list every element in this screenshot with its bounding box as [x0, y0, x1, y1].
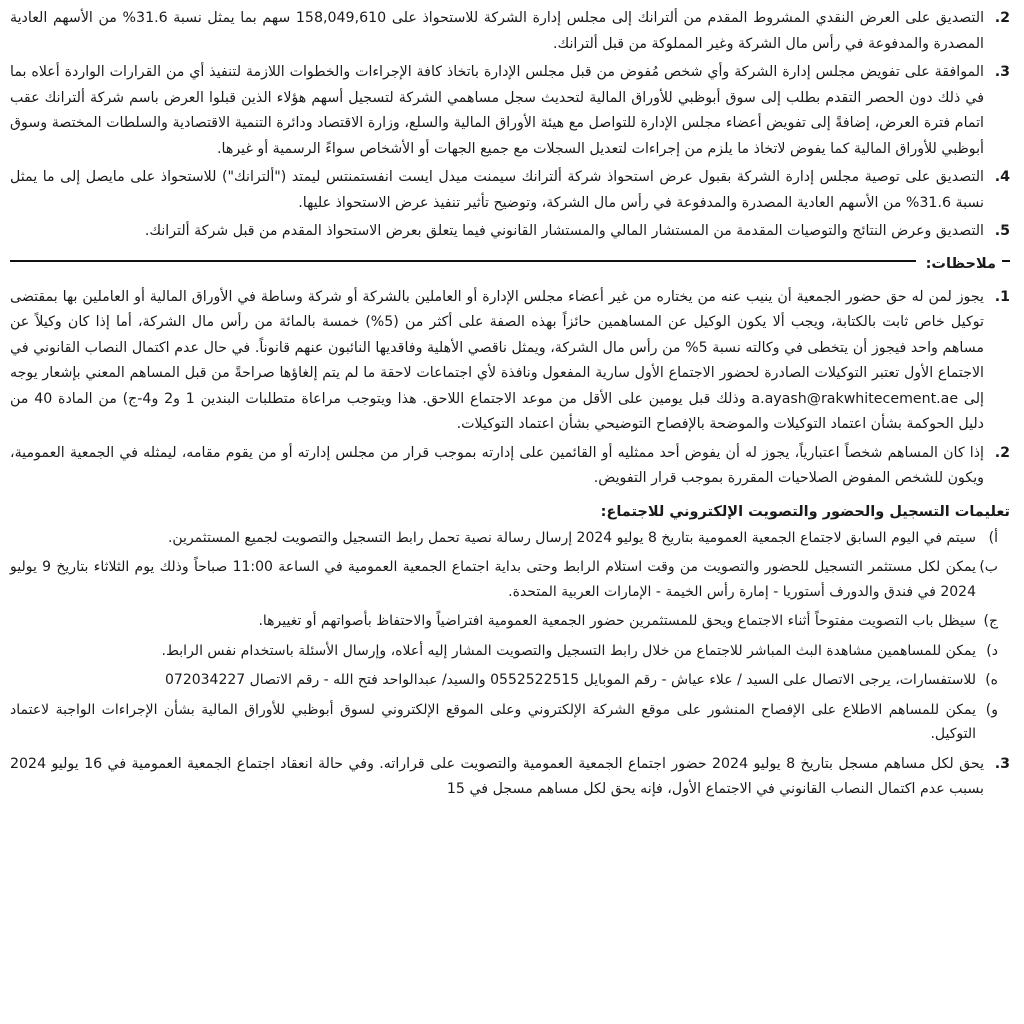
resolution-item — [10, 60, 1010, 162]
instruction-item — [10, 698, 1010, 747]
instruction-text: سيتم في اليوم السابق لاجتماع الجمعية العمومية بتاريخ 8 يوليو 2024 إرسال رسالة نصية تحمل رابط التسجيل والتصويت لجميع المستثمرين. — [167, 529, 976, 546]
instruction-marker: أ) — [988, 529, 998, 546]
instruction-item — [10, 526, 1010, 551]
contact-email: a.ayash@rakwhitecement.ae — [751, 390, 959, 407]
instruction-item — [10, 639, 1010, 664]
instruction-marker: ب) — [979, 559, 998, 575]
instruction-item — [10, 609, 1010, 634]
resolution-text: التصديق وعرض النتائج والتوصيات المقدمة من المستشار المالي والمستشار القانوني فيما يتعلق بعرض الاستحواذ المقدم من قبل شركة ألترانك. — [144, 223, 984, 239]
note-item — [10, 285, 1010, 438]
instruction-marker: د) — [986, 642, 998, 659]
note-number: 1. — [994, 288, 1010, 305]
notes-heading — [10, 251, 1010, 279]
instruction-text: يمكن لكل مستثمر التسجيل للحضور والتصويت من وقت استلام الرابط وحتى بداية اجتماع الجمعية العمومية في الساعة 11:00 صباحاً وذلك يوم الثلاثاء بتاريخ 9 يوليو 2024 في فندق والدورف أستوريا - إمارة رأس الخيمة - الإمارات العربية المتحدة. — [10, 559, 976, 600]
note-text-part: يجوز لمن له حق حضور الجمعية أن ينيب عنه من يختاره من غير أعضاء مجلس الإدارة أو العاملين بالشركة أو شركة وساطة في الأوراق المالية أو العاملين بها بمقتضى توكيل خاص ثابت بالكتابة، ويجب ألا يكون الوكيل عن المساهمين حائزاً بهذه الصفة على أكثر من (5%) خمسة بالمائة من رأس مال الشركة، أما إذا كان وكيلاً عن مساهم واحد فيجوز أن يتخطى في وكالته نسبة 5% من رأس مال الشركة، ويمثل ناقصي الأهلية وفاقديها النائبون عنهم قانوناً. في حال عدم اكتمال النصاب القانوني في الاجتماع الأول تعتبر التوكيلات الصادرة لحضور الاجتماع الأول سارية المفعول ونافذة لأي اجتماعات لاحقة ما لم يتم إلغاؤها صراحةً من قبل المساهم المعني بإشعار يوجه إلى — [10, 288, 984, 407]
instruction-text: للاستفسارات، يرجى الاتصال على السيد / علاء عياش - رقم الموبايل 0552522515 والسيد/ عبدالواحد فتح الله - رقم الاتصال 072034227 — [165, 672, 976, 688]
notes-heading-label: ملاحظات: — [916, 251, 1002, 277]
resolution-item — [10, 6, 1010, 57]
note-text: يحق لكل مساهم مسجل بتاريخ 8 يوليو 2024 حضور اجتماع الجمعية العمومية والتصويت على قراراته. وفي حالة انعقاد اجتماع الجمعية العمومية في 16 يوليو 2024 بسبب عدم اكتمال النصاب القانوني في الاجتماع الأول، فإنه يحق لكل مساهم مسجل في 15 — [10, 755, 985, 797]
instruction-text: يمكن للمساهمين مشاهدة البث المباشر للاجتماع من خلال رابط التسجيل والتصويت المشار إليه أعلاه، وإرسال الأسئلة باستخدام نفس الرابط. — [161, 642, 976, 659]
instruction-marker: و) — [985, 701, 998, 718]
instruction-marker: ج) — [983, 613, 998, 629]
instructions-heading: تعليمات التسجيل والحضور والتصويت الإلكتروني للاجتماع: — [600, 503, 1010, 520]
note-text-part: وذلك قبل يومين على الأقل من موعد الاجتماع اللاحق. هذا ويتوجب مراعاة متطلبات البندين 1 و2 و4-ج) من المادة 40 من دليل الحوكمة بشأن اعتماد التوكيلات والموضحة بالإفصاح التوضيحي بشأن اعتماد التوكيلات. — [10, 390, 984, 432]
instruction-item — [10, 555, 1010, 604]
note-text — [10, 285, 984, 438]
note-number: 2. — [994, 444, 1010, 461]
resolution-item — [10, 165, 1010, 216]
instruction-text: سيظل باب التصويت مفتوحاً أثناء الاجتماع ويحق للمستثمرين حضور الجمعية العمومية افتراضياً والاحتفاظ بأصواتهم أو تغييرها. — [258, 613, 976, 629]
instruction-item — [10, 668, 1010, 693]
note-number: 3. — [994, 755, 1010, 772]
note-item — [10, 441, 1010, 492]
instruction-text: يمكن للمساهم الاطلاع على الإفصاح المنشور على موقع الشركة الإلكتروني وعلى الموقع الإلكتروني لسوق أبوظبي للأوراق المالية بشأن الإجراءات الواجبة لاعتماد التوكيل. — [10, 701, 976, 742]
resolution-number: 5. — [994, 223, 1010, 239]
resolution-number: 2. — [994, 10, 1010, 26]
resolution-item — [10, 219, 1010, 245]
resolution-number: 4. — [994, 169, 1010, 185]
note-text: إذا كان المساهم شخصاً اعتبارياً، يجوز له أن يفوض أحد ممثليه أو القائمين على إدارته بموجب قرار من مجلس إدارته أو من يقوم مقامه، ليمثله في الجمعية العمومية، ويكون للشخص المفوض الصلاحيات المقررة بموجب قرار التفويض. — [10, 444, 984, 486]
heading-rule — [10, 260, 1010, 262]
note-item — [10, 752, 1010, 803]
resolution-text: التصديق على توصية مجلس إدارة الشركة بقبول عرض استحواذ شركة ألترانك سيمنت ميدل ايست انفستمنتس ليمتد ("ألترانك") للاستحواذ على مايصل إلى ما يمثل نسبة 31.6% من الأسهم العادية المصدرة والمدفوعة في رأس مال الشركة، وتوضيح تأثير تنفيذ عرض الاستحواذ عليها. — [10, 169, 984, 211]
resolution-text: الموافقة على تفويض مجلس إدارة الشركة وأي شخص مُفوض من قبل مجلس الإدارة باتخاذ كافة الإجراءات والخطوات اللازمة لتنفيذ أي من القرارات الواردة أعلاه بما في ذلك دون الحصر التقدم بطلب إلى سوق أبوظبي للأوراق المالية لتحديث سجل مساهمي الشركة لتسجيل أسهم هؤلاء الذين قبلوا العرض باسم شركة ألترانك عقب اتمام فترة العرض، إضافةً إلى تفويض أعضاء مجلس الإدارة للتواصل مع هيئة الأوراق المالية والسلع، وزارة الاقتصاد ودائرة التنمية الاقتصادية والسلطات المختصة وسوق أبوظبي للأوراق المالية كما يفوض لاتخاذ ما يلزم من إجراءات لتعديل السجلات مع جميع الجهات أو الأشخاص سواءً الرسمية أو غيرها. — [10, 64, 984, 157]
resolution-text: التصديق على العرض النقدي المشروط المقدم من ألترانك إلى مجلس إدارة الشركة للاستحواذ على 158,049,610 سهم بما يمثل نسبة 31.6% من الأسهم العادية المصدرة والمدفوعة في رأس مال الشركة وغير المملوكة من قبل ألترانك. — [10, 10, 985, 52]
instruction-marker: ه) — [985, 672, 998, 688]
resolution-number: 3. — [994, 64, 1010, 80]
